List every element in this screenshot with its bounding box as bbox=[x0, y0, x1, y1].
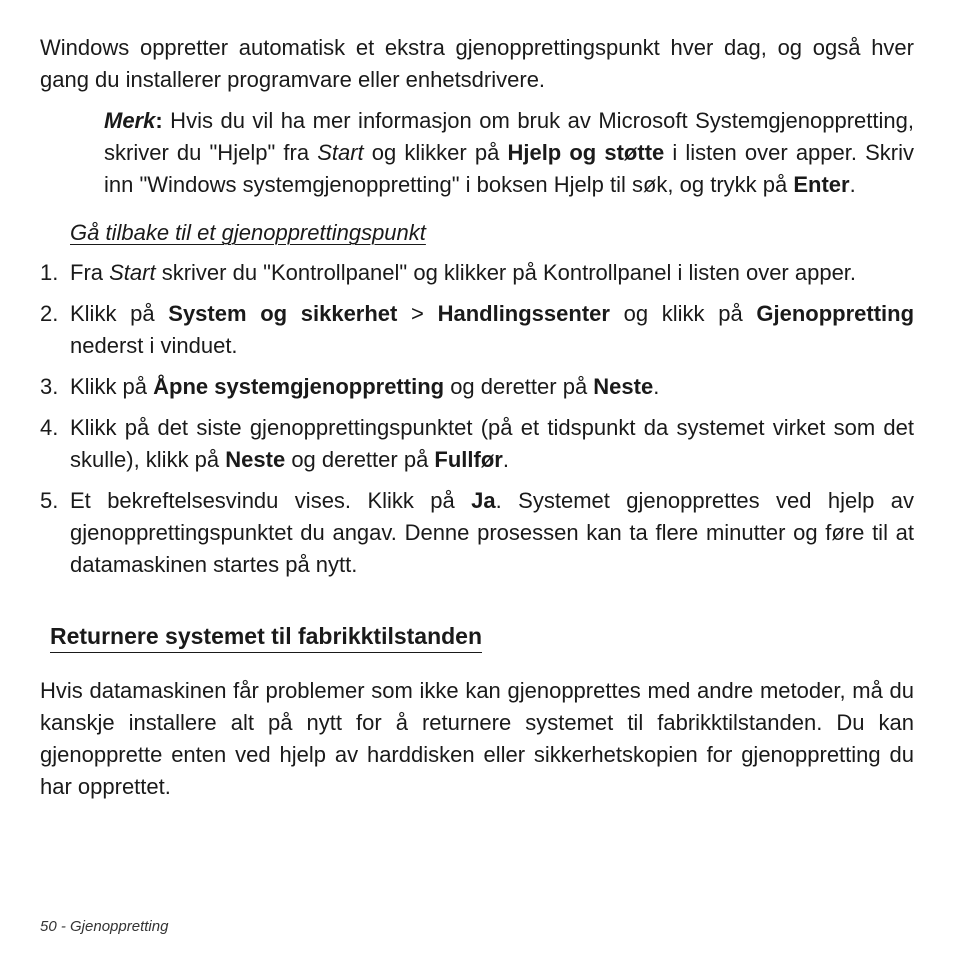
list-item bbox=[40, 371, 914, 403]
note-text-1: Hvis du vil ha mer informasjon om bruk av Microsoft Systemgjenoppretting, skriver du "Hjelp" fra bbox=[104, 108, 914, 165]
step-text: . bbox=[653, 374, 660, 399]
note-text-2: og klikker på bbox=[363, 140, 508, 165]
step-text: . bbox=[502, 447, 509, 472]
step-bold: Neste bbox=[593, 374, 654, 399]
step-text: og deretter på bbox=[444, 374, 594, 399]
list-item bbox=[40, 485, 914, 581]
step-text: Klikk på det siste gjenopprettingspunktet (på et tidspunkt da systemet virket som det skulle), klikk på bbox=[70, 415, 914, 472]
step-bold: Åpne systemgjenoppretting bbox=[153, 374, 445, 399]
step-text: Klikk på bbox=[70, 374, 154, 399]
step-number: 1. bbox=[40, 260, 59, 285]
step-text: skriver du "Kontrollpanel" og klikker på Kontrollpanel i listen over apper. bbox=[155, 260, 857, 285]
note-bold-help: Hjelp og støtte bbox=[507, 140, 665, 165]
page-footer: 50 - Gjenoppretting bbox=[40, 918, 169, 935]
step-bold: Fullfør bbox=[434, 447, 503, 472]
step-number: 2. bbox=[40, 301, 59, 326]
step-bold: Handlingssenter bbox=[437, 301, 610, 326]
step-bold: Ja bbox=[471, 488, 496, 513]
step-text: og deretter på bbox=[285, 447, 435, 472]
step-bold: Neste bbox=[225, 447, 286, 472]
note-text-3: i listen over apper. Skriv inn "Windows systemgjenoppretting" i boksen Hjelp til søk, og trykk på bbox=[104, 140, 914, 197]
step-text: Et bekreftelsesvindu vises. Klikk på bbox=[70, 488, 472, 513]
list-item bbox=[40, 298, 914, 362]
step-text: . Systemet gjenopprettes ved hjelp av gjenopprettingspunktet du angav. Denne prosessen kan ta flere minutter og føre til at datamaskinen startes på nytt. bbox=[70, 488, 914, 577]
note-text-4: . bbox=[849, 172, 856, 197]
step-text: Fra bbox=[70, 260, 110, 285]
document-page bbox=[40, 32, 914, 803]
step-number: 4. bbox=[40, 415, 59, 440]
list-item bbox=[40, 412, 914, 476]
note-start: Start bbox=[317, 140, 364, 165]
section-heading: Returnere systemet til fabrikktilstanden bbox=[50, 620, 482, 653]
step-text: nederst i vinduet. bbox=[70, 333, 238, 358]
intro-paragraph: Windows oppretter automatisk et ekstra gjenopprettingspunkt hver dag, og også hver gang du installerer programvare eller enhetsdrivere. bbox=[40, 35, 914, 92]
step-number: 5. bbox=[40, 488, 59, 513]
step-text: > bbox=[397, 301, 438, 326]
list-item bbox=[40, 257, 914, 289]
step-text: Klikk på bbox=[70, 301, 169, 326]
section-body: Hvis datamaskinen får problemer som ikke kan gjenopprettes med andre metoder, må du kanskje installere alt på nytt for å returnere systemet til fabrikktilstanden. Du kan gjenopprette enten ved hjelp av harddisken eller sikkerhetskopien for gjenoppretting du har opprettet. bbox=[40, 678, 914, 799]
steps-list bbox=[40, 257, 914, 581]
note-label: Merk bbox=[104, 108, 156, 133]
note-bold-enter: Enter bbox=[793, 172, 850, 197]
step-italic: Start bbox=[109, 260, 156, 285]
note-paragraph bbox=[104, 105, 914, 201]
step-text: og klikk på bbox=[609, 301, 757, 326]
subheading: Gå tilbake til et gjenopprettingspunkt bbox=[70, 220, 426, 245]
step-bold: System og sikkerhet bbox=[168, 301, 398, 326]
note-colon: : bbox=[155, 108, 163, 133]
step-bold: Gjenoppretting bbox=[756, 301, 915, 326]
step-number: 3. bbox=[40, 374, 59, 399]
